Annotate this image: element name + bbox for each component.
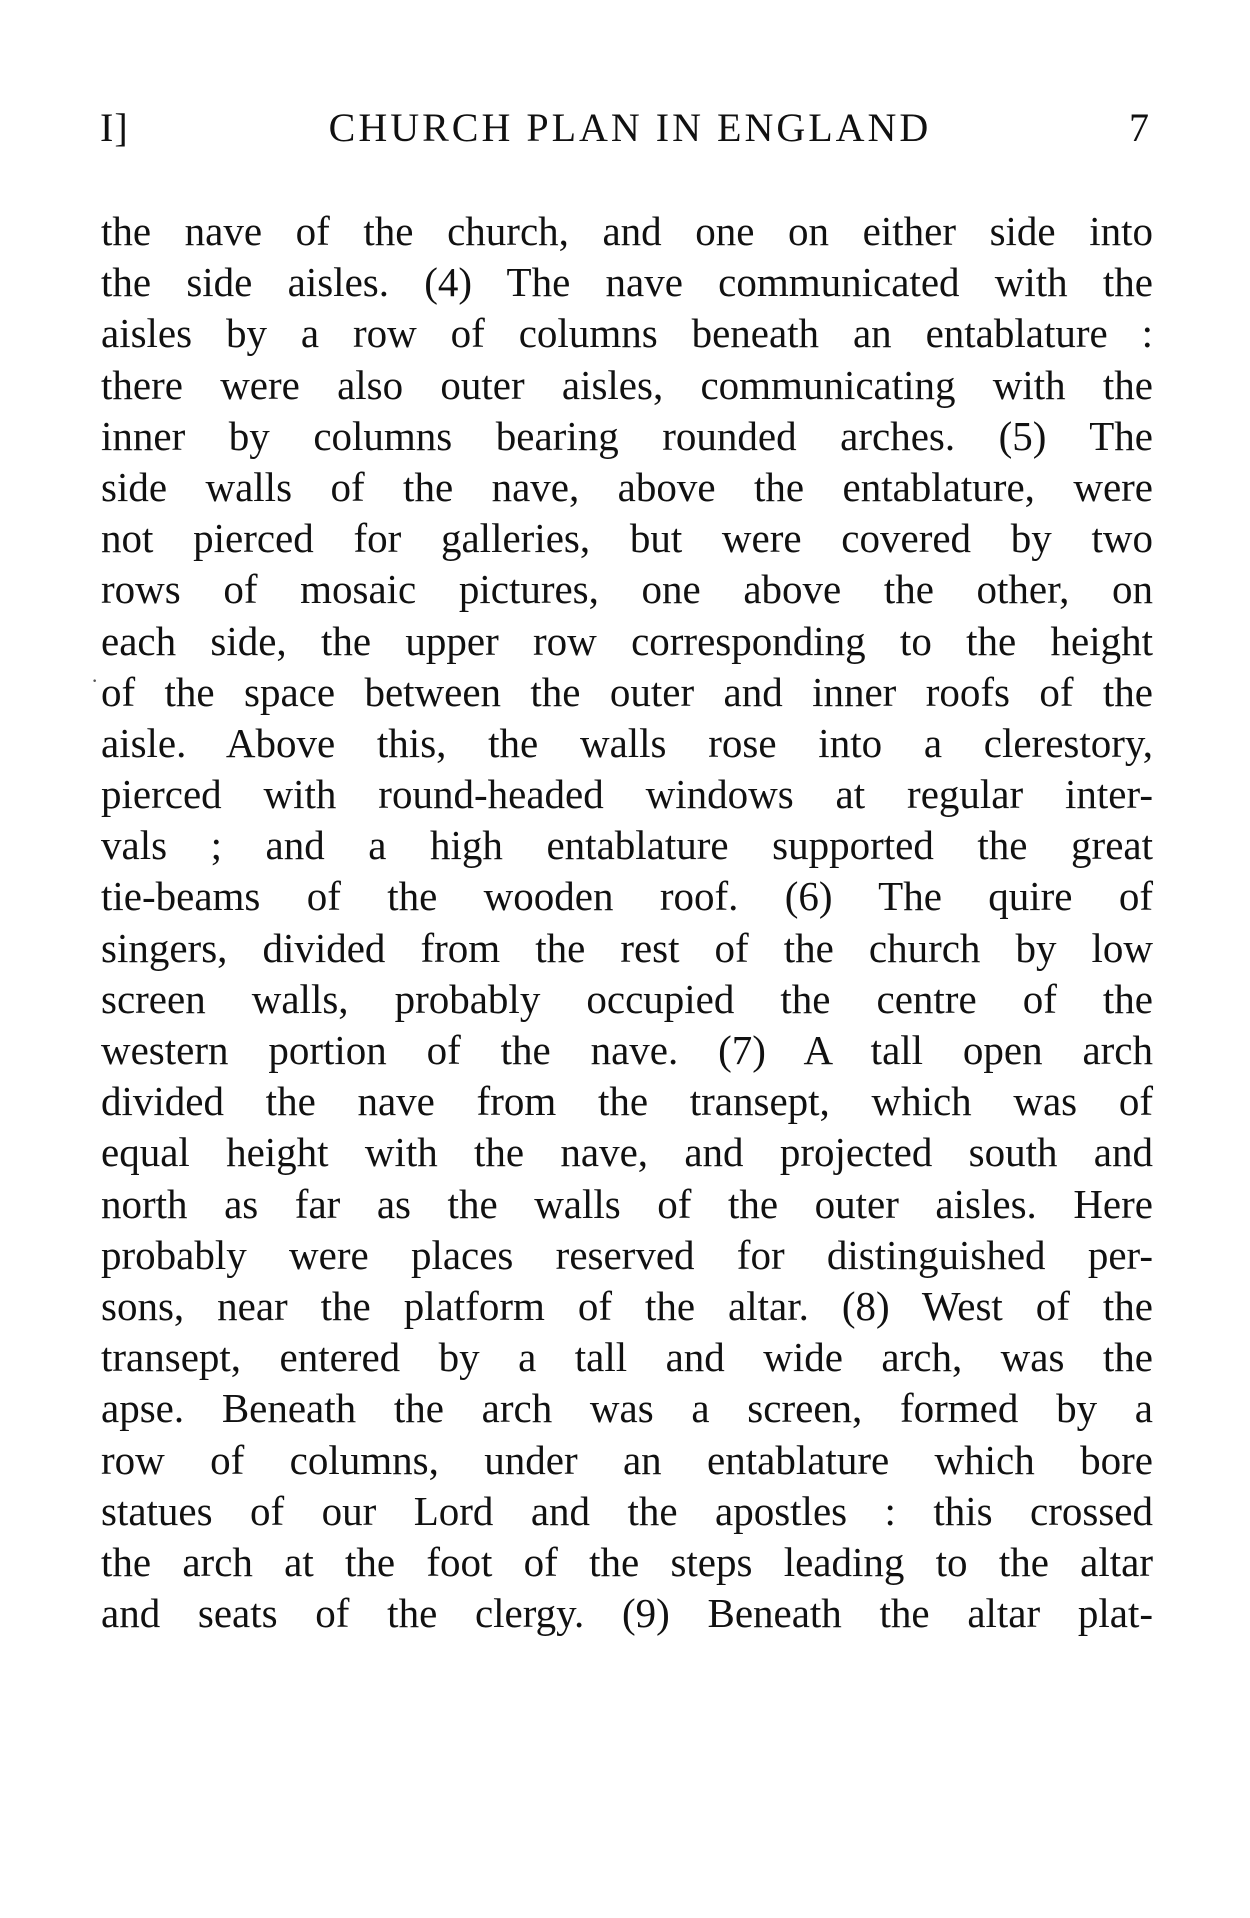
text-line: pierced with round-headed windows at regular inter- — [101, 771, 1153, 818]
body-text — [101, 206, 1153, 1639]
text-line: not pierced for galleries, but were covered by two — [101, 515, 1153, 562]
text-line: the arch at the foot of the steps leading to the altar — [101, 1538, 1153, 1585]
text-line: singers, divided from the rest of the church by low — [101, 924, 1153, 971]
text-line: inner by columns bearing rounded arches. (5) The — [101, 412, 1153, 459]
text-line: western portion of the nave. (7) A tall open arch — [101, 1027, 1153, 1073]
page-number: 7 — [1129, 105, 1150, 150]
text-line: north as far as the walls of the outer aisles. Here — [101, 1180, 1153, 1227]
text-line: vals ; and a high entablature supported the great — [101, 822, 1153, 869]
text-line: there were also outer aisles, communicating with the — [101, 361, 1153, 408]
text-line: divided the nave from the transept, which was of — [101, 1078, 1153, 1125]
text-line: screen walls, probably occupied the centre of the — [101, 975, 1153, 1022]
text-line: and seats of the clergy. (9) Beneath the altar plat- — [101, 1590, 1153, 1637]
text-line: transept, entered by a tall and wide arch, was the — [101, 1334, 1153, 1381]
text-line: equal height with the nave, and projected south and — [101, 1129, 1153, 1176]
text-line: probably were places reserved for distinguished per- — [101, 1231, 1153, 1278]
text-line: rows of mosaic pictures, one above the other, on — [101, 566, 1153, 613]
running-header — [100, 104, 1160, 164]
text-line: row of columns, under an entablature which bore — [101, 1436, 1153, 1483]
text-line: aisles by a row of columns beneath an entablature : — [101, 310, 1153, 357]
text-line: sons, near the platform of the altar. (8) West of the — [101, 1282, 1153, 1329]
margin-dot: · — [91, 668, 99, 693]
chapter-number: I] — [100, 105, 129, 150]
text-line: the nave of the church, and one on either side into — [101, 208, 1153, 254]
text-line: each side, the upper row corresponding to the height — [101, 617, 1153, 664]
text-line: the side aisles. (4) The nave communicated with the — [101, 259, 1153, 306]
running-title: CHURCH PLAN IN ENGLAND — [328, 105, 932, 150]
text-line: side walls of the nave, above the entablature, were — [101, 463, 1153, 510]
text-line: statues of our Lord and the apostles : this crossed — [101, 1487, 1153, 1534]
text-line: tie-beams of the wooden roof. (6) The quire of — [101, 873, 1153, 920]
text-line: aisle. Above this, the walls rose into a clerestory, — [101, 719, 1153, 766]
text-line: apse. Beneath the arch was a screen, formed by a — [101, 1385, 1153, 1432]
text-line: of the space between the outer and inner roofs of the — [101, 668, 1153, 715]
